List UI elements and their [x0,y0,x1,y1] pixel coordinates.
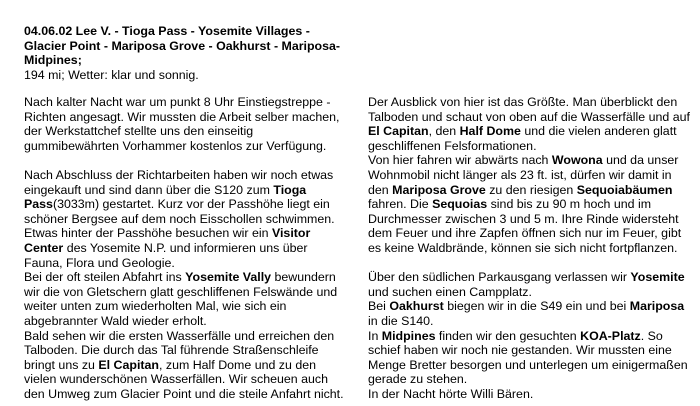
entry-title [24,24,354,68]
place-name: Oakhurst [389,299,444,314]
text-line: gerade zu stehen. [368,372,468,387]
place-name: Half Dome [459,124,521,139]
text-line: Der Ausblick von hier ist das Größte. Man überblickt den [368,95,678,109]
text-line: es keine Waldbrände, können sie sich nicht fortpflanzen. [368,240,678,255]
text-line: vielen wunderschönen Wasserfällen. Wir scheuen auch [24,372,328,387]
text-line: Center des Yosemite N.P. und informieren uns über [24,240,308,255]
place-name: Pass [24,197,53,212]
entry-summary: 194 mi; Wetter: klar und sonnig. [24,67,199,82]
text-line: dem Feuer und ihre Zapfen öffnen sich nur im Feuer, gibt [368,226,682,241]
place-name: Visitor [271,226,311,241]
text-line: Wohnmobil nicht länger als 23 ft. ist, dürfen wir damit in [368,167,672,182]
place-name: Mariposa [629,299,685,314]
text-line: El Capitan, den Half Dome und die vielen anderen glatt [368,124,677,139]
place-name: El Capitan [98,357,159,372]
place-name: Center [24,240,64,255]
place-name: Yosemite Vally [185,270,272,285]
text-line: Talboden. Die durch das Tal führende Straßenschleife [24,343,319,358]
text-line: eingekauft und sind dann über die S120 zum Tioga [24,182,307,197]
text-line: in die S140. [368,313,434,328]
text-line: Nach kalter Nacht war um punkt 8 Uhr Einstiegstreppe - [24,95,331,109]
text-line: bringt uns zu El Capitan, zum Half Dome und zu den [24,357,317,372]
text-line: Nach Abschluss der Richtarbeiten haben wir noch etwas [24,167,334,182]
paragraph [24,95,349,153]
text-line: abgebrannter Wald wieder erholt. [24,313,207,328]
paragraph [368,270,688,401]
place-name: Wowona [551,153,603,168]
entry-header [24,24,354,82]
text-line: Etwas hinter der Passhöhe besuchen wir ein Visitor [24,226,311,241]
text-line: Durchmesser zwischen 3 und 5 m. Ihre Rinde widersteht [368,211,679,226]
paragraph [24,168,349,402]
left-column [24,95,349,401]
text-line: der Werkstattchef stellte uns den einseitig [24,124,254,139]
place-name: Midpines [381,328,436,343]
place-name: Yosemite [630,270,685,285]
text-line: geschliffenen Felsformationen. [368,138,537,153]
text-line: Von hier fahren wir abwärts nach Wowona und da unser [368,153,679,168]
text-line: den Mariposa Grove zu den riesigen Sequoiabäumen [368,182,673,197]
text-line: weiter unten zum wiederholten Mal, wie sich ein [24,299,287,314]
paragraph [368,95,690,256]
text-line: Über den südlichen Parkausgang verlassen wir Yosemite [368,270,685,285]
text-line: Talboden und schaut von oben auf die Wasserfälle und auf [368,109,690,124]
text-line: Menge Bretter besorgen und unterlegen um einigermaßen [368,357,688,372]
text-line: wir die von Gletschern glatt geschliffenen Felswände und [24,284,338,299]
text-line: schief haben wir noch nie gestanden. Wir mussten eine [368,343,672,358]
text-line: Bei Oakhurst biegen wir in die S49 ein und bei Mariposa [368,299,685,314]
place-name: KOA-Platz [580,328,641,343]
text-line: gummibewährten Vorhammer kostenlos zur Verfügung. [24,138,327,153]
place-name: Tioga [273,182,307,197]
place-name: El Capitan [368,124,429,139]
text-line: Pass(3033m) gestartet. Kurz vor der Passhöhe liegt ein [24,197,330,212]
right-column [368,95,690,401]
entry-title-line: 04.06.02 Lee V. - Tioga Pass - Yosemite Villages - [24,24,310,38]
text-line: und suchen einen Campplatz. [368,284,532,299]
text-line: schöner Bergsee auf dem noch Eisschollen schwimmen. [24,211,335,226]
place-name: Mariposa Grove [392,182,486,197]
text-line: In Midpines finden wir den gesuchten KOA-Platz. So [368,328,663,343]
text-line: Richten angesagt. Wir mussten die Arbeit selber machen, [24,109,340,124]
text-line: den Umweg zum Glacier Point und die steile Anfahrt nicht. [24,386,344,401]
entry-title-line: Midpines; [24,53,82,68]
text-line: In der Nacht hörte Willi Bären. [368,386,534,401]
text-line: Bald sehen wir die ersten Wasserfälle und erreichen den [24,328,335,343]
text-line: Fauna, Flora und Geologie. [24,255,175,270]
text-line: Bei der oft steilen Abfahrt ins Yosemite Vally bewundern [24,270,336,285]
place-name: Sequoias [432,197,488,212]
place-name: Sequoiabäumen [576,182,673,197]
entry-title-line: Glacier Point - Mariposa Grove - Oakhurst - Mariposa- [24,38,341,53]
text-line: fahren. Die Sequoias sind bis zu 90 m hoch und im [368,197,652,212]
